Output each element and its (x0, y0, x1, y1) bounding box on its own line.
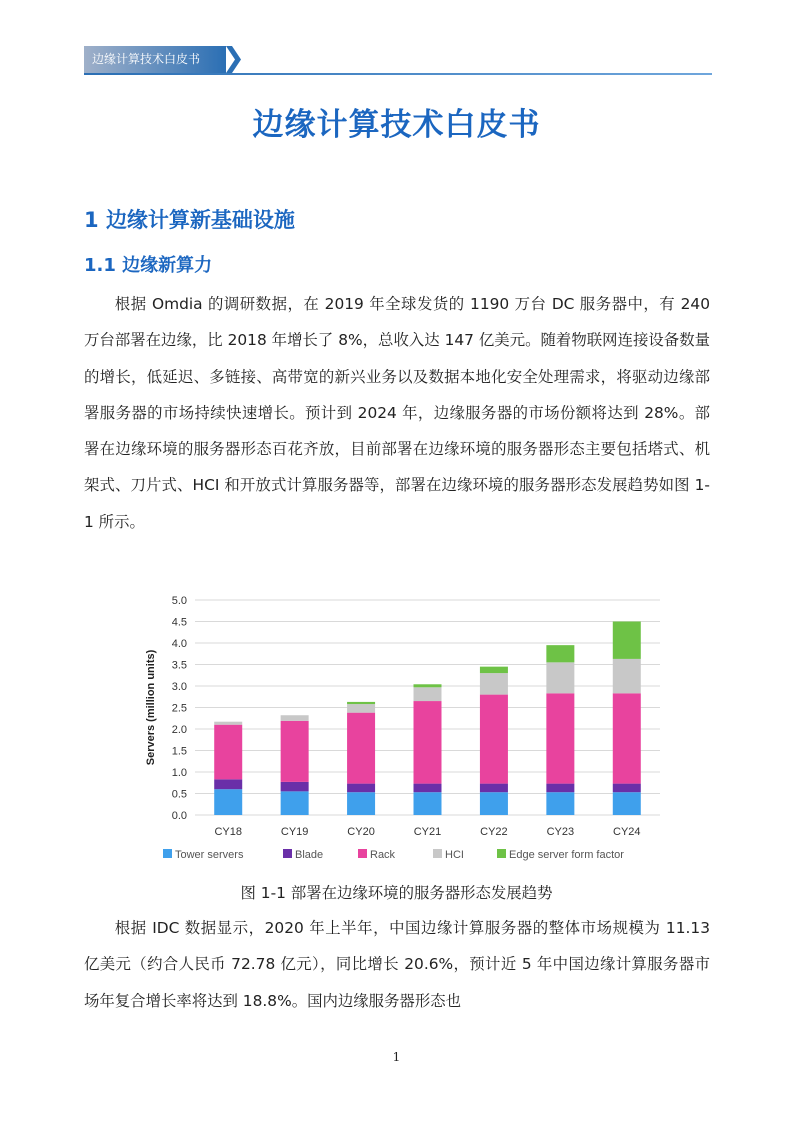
bar-blade-cy21 (414, 784, 442, 793)
bar-hci-cy18 (214, 722, 242, 725)
subsection-title: 边缘新算力 (122, 255, 213, 276)
server-trend-chart (130, 588, 670, 878)
bar-rack-cy18 (214, 725, 242, 780)
x-tick-label: CY23 (546, 826, 575, 838)
x-tick-label: CY24 (613, 826, 641, 838)
bar-hci-cy21 (414, 687, 442, 701)
y-tick-label: 1.0 (171, 767, 187, 779)
header-tab-label: 边缘计算技术白皮书 (92, 52, 201, 66)
y-tick-label: 3.5 (171, 659, 187, 672)
y-tick-label: 2.5 (171, 702, 187, 715)
bar-edge-server-form-factor-cy23 (546, 645, 574, 662)
bar-blade-cy20 (347, 784, 375, 793)
bar-rack-cy21 (414, 701, 442, 784)
bar-rack-cy23 (546, 693, 574, 783)
legend-label: Rack (370, 849, 396, 861)
page-number: 1 (392, 1050, 401, 1064)
bar-rack-cy19 (281, 721, 309, 782)
bar-tower-servers-cy20 (347, 792, 375, 815)
bar-tower-servers-cy21 (414, 792, 442, 815)
figure-caption: 图 1-1 部署在边缘环境的服务器形态发展趋势 (240, 884, 553, 902)
bar-edge-server-form-factor-cy21 (414, 684, 442, 687)
y-tick-label: 5.0 (171, 595, 187, 607)
body-paragraph-2: 根据 IDC 数据显示，2020 年上半年，中国边缘计算服务器的整体市场规模为 11.13 亿美元（约合人民币 72.78 亿元），同比增长 20.6%，预计近 5 年中国边缘计算服务器市场年复合增长率将达到 18.8%。国内边缘服务器形态也 (84, 919, 710, 1010)
bar-edge-server-form-factor-cy22 (480, 667, 508, 673)
bar-rack-cy22 (480, 695, 508, 784)
header-rule (84, 73, 712, 75)
y-tick-label: 1.5 (171, 745, 187, 758)
bar-blade-cy18 (214, 779, 242, 789)
y-tick-label: 4.0 (171, 638, 187, 650)
bar-blade-cy24 (613, 784, 641, 793)
y-tick-label: 0.5 (171, 788, 187, 801)
bar-tower-servers-cy24 (613, 792, 641, 815)
bar-tower-servers-cy19 (281, 791, 309, 815)
body-paragraph-1: 根据 Omdia 的调研数据，在 2019 年全球发货的 1190 万台 DC 服务器中，有 240 万台部署在边缘，比 2018 年增长了 8%，总收入达 147 亿美元。随着物联网连接设备数量的增长，低延迟、多链接、高带宽的新兴业务以及数据本地化安全处理需求，将驱动边缘部署服务器的市场持续快速增长。预计到 2024 年，边缘服务器的市场份额将达到 28%。部署在边缘环境的服务器形态百花齐放，目前部署在边缘环境的服务器形态主要包括塔式、机架式、刀片式、HCI 和开放式计算服务器等，部署在边缘环境的服务器形态发展趋势如图 1-1 所示。 (84, 295, 710, 531)
bar-tower-servers-cy18 (214, 789, 242, 815)
legend-label: Tower servers (175, 849, 244, 861)
legend-swatch (497, 849, 506, 858)
section-number: 1 (84, 208, 99, 232)
bar-hci-cy19 (281, 715, 309, 721)
chart-svg (130, 588, 670, 878)
y-axis-label: Servers (million units) (145, 649, 157, 766)
x-tick-label: CY19 (280, 826, 309, 838)
legend-label: Edge server form factor (509, 849, 624, 861)
legend-swatch (163, 849, 172, 858)
section-heading (84, 205, 295, 235)
legend-label: HCI (445, 849, 464, 861)
bar-blade-cy23 (546, 784, 574, 793)
x-tick-label: CY20 (347, 826, 375, 838)
legend-swatch (283, 849, 292, 858)
x-tick-label: CY22 (480, 826, 508, 838)
legend-swatch (358, 849, 367, 858)
header-chevron-icon (226, 46, 242, 73)
y-tick-label: 2.0 (171, 724, 187, 736)
legend-swatch (433, 849, 442, 858)
bar-blade-cy19 (281, 782, 309, 791)
bar-rack-cy20 (347, 713, 375, 784)
y-tick-label: 3.0 (171, 681, 187, 693)
y-tick-label: 4.5 (171, 616, 187, 629)
x-tick-label: CY21 (413, 826, 442, 838)
document-title: 边缘计算技术白皮书 (252, 107, 541, 143)
bar-edge-server-form-factor-cy24 (613, 622, 641, 659)
subsection-number: 1.1 (84, 255, 116, 276)
legend-label: Blade (295, 849, 324, 861)
bar-hci-cy22 (480, 673, 508, 695)
bar-tower-servers-cy23 (546, 792, 574, 815)
section-title: 边缘计算新基础设施 (105, 208, 295, 232)
bar-blade-cy22 (480, 784, 508, 793)
bar-hci-cy23 (546, 662, 574, 693)
bar-rack-cy24 (613, 693, 641, 783)
bar-hci-cy20 (347, 704, 375, 713)
bar-tower-servers-cy22 (480, 792, 508, 815)
bar-hci-cy24 (613, 659, 641, 693)
y-tick-label: 0.0 (171, 810, 187, 822)
subsection-heading (84, 253, 212, 279)
bar-edge-server-form-factor-cy20 (347, 702, 375, 704)
x-tick-label: CY18 (214, 826, 242, 838)
